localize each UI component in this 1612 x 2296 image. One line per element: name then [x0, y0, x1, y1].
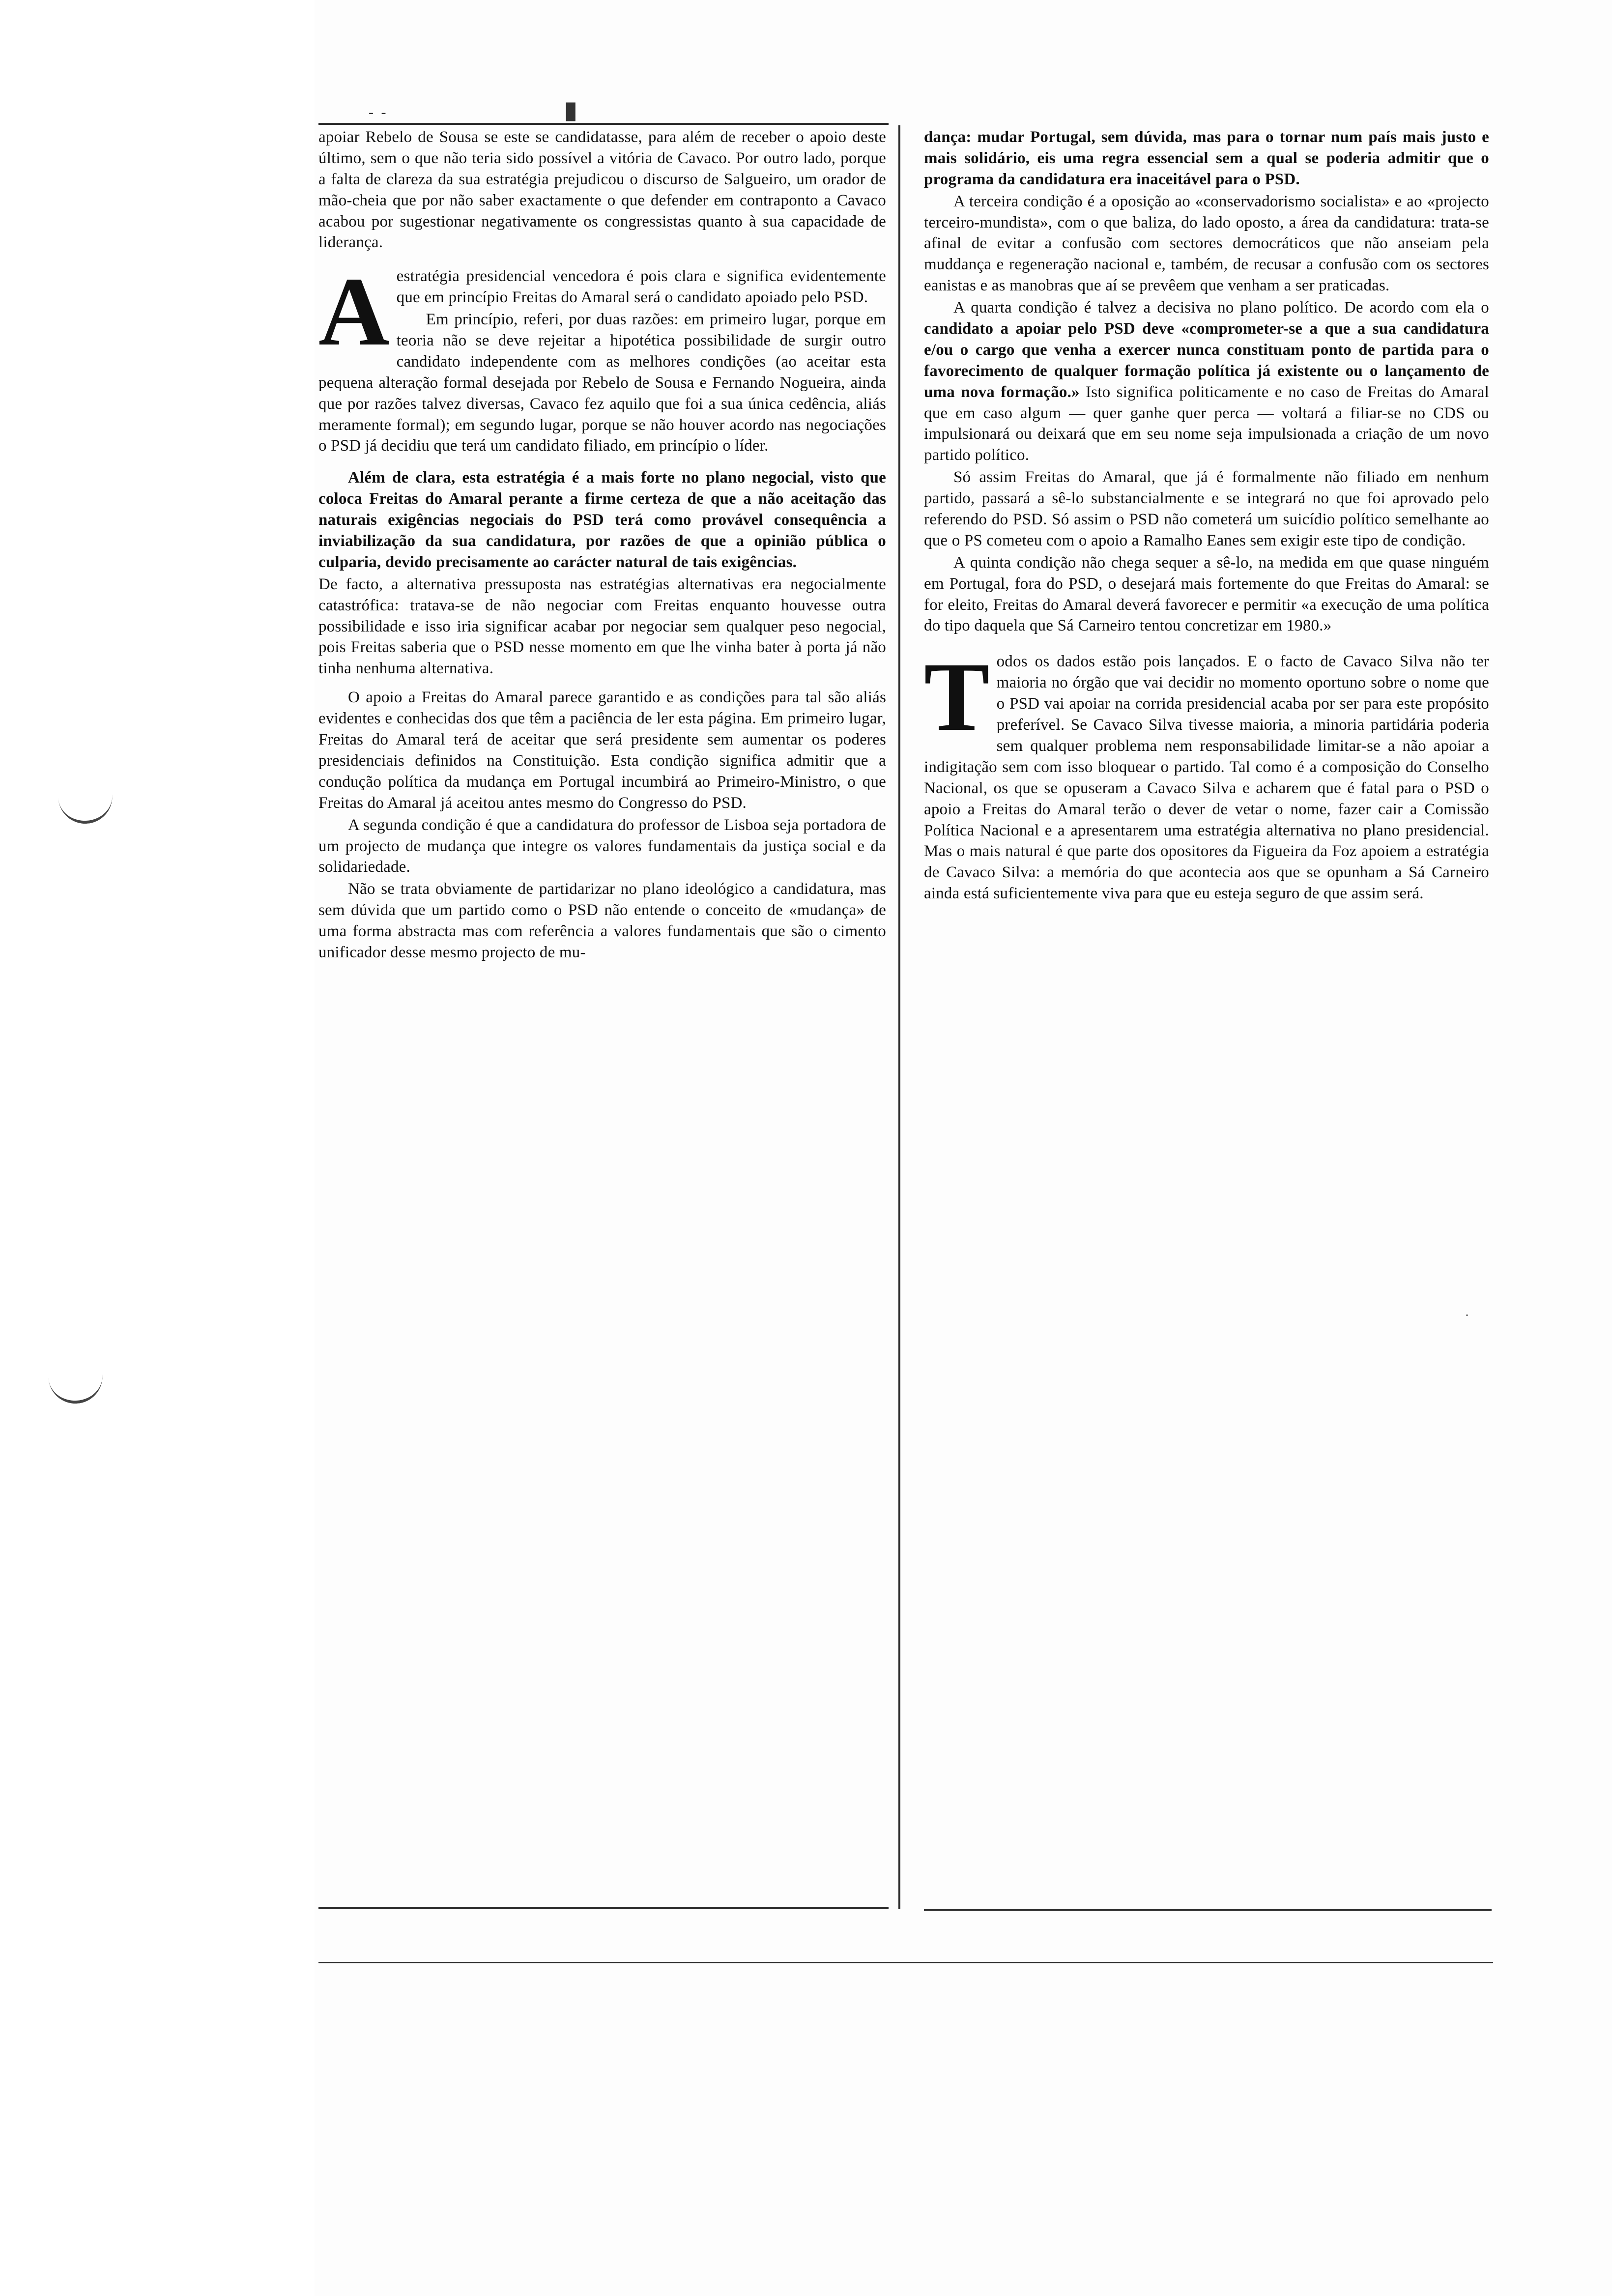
paragraph-r6-dropcap	[924, 643, 1489, 904]
paragraph-r6-text: odos os dados estão pois lançados. E o facto de Cavaco Silva não ter maioria no órgão que vai decidir no momento oportuno sobre o nome que o PSD vai apoiar na corrida presidencial acaba por ser para este propósito preferível. Se Cavaco Silva tivesse maioria, a minoria partidária poderia sem qualquer problema nem responsabilidade limitar-se a não apoiar a indigitação sem com isso bloquear o partido. Tal como é a composição do Conselho Nacional, os que se opuseram a Cavaco Silva e acharem que é fatal para o PSD o apoio a Freitas do Amaral terão o dever de vetar o nome, fazer cair a Comissão Política Nacional e a apresentarem uma estratégia alternativa no plano presidencial. Mas o mais natural é que parte dos opositores da Figueira da Foz apoiem a estratégia de Cavaco Silva: a memória do que acontecia aos que se opunham a Sá Carneiro ainda está suficientemente viva para que eu esteja seguro de que assim será.	[924, 653, 1489, 903]
paragraph-l3: Em princípio, referi, por duas razões: em primeiro lugar, porque em teoria não se deve rejeitar a hipotética possibilidade de surgir outro candidato independente com as melhores condições (ao aceitar esta pequena alteração formal desejada por Rebelo de Sousa e Fernando Nogueira, ainda que por razões talvez diversas, Cavaco fez aquilo que foi a sua única cedência, aliás meramente formal); em segundo lugar, porque se não houver acordo nas negociações o PSD já decidiu que terá um candidato filiado, em princípio o líder.	[318, 311, 886, 455]
article-column-right	[924, 127, 1489, 904]
column-divider-rule	[898, 125, 900, 1909]
page-margin-left	[0, 0, 315, 2296]
stray-mark-tick: ▮	[564, 97, 577, 123]
paragraph-r5: A quinta condição não chega sequer a sê-lo, na medida em que quase ninguém em Portugal, fora do PSD, o desejará mais fortemente do que Freitas do Amaral: se for eleito, Freitas do Amaral deverá favorecer e permitir «a execução de uma política do tipo daquela que Sá Carneiro tentou concretizar em 1980.»	[924, 553, 1489, 635]
paragraph-r1-bold: dança: mudar Portugal, sem dúvida, mas para o tornar num país mais justo e mais solidário, eis uma regra essencial sem a qual se poderia admitir que o programa da candidatura era inaceitável para o PSD.	[924, 128, 1489, 188]
dropcap-letter-a: A	[318, 258, 390, 367]
rule-bottom-right	[924, 1909, 1492, 1911]
paragraph-r3-plain-1: A quarta condição é talvez a decisiva no plano político. De acordo com ela o	[953, 299, 1489, 317]
rule-top-left	[318, 123, 889, 125]
paragraph-l2-dropcap	[318, 258, 886, 367]
paragraph-l7: A segunda condição é que a candidatura do professor de Lisboa seja portadora de um projecto de mudança que integre os valores fundamentais da justiça social e da solidariedade.	[318, 816, 886, 876]
dropcap-letter-t: T	[924, 643, 990, 752]
paragraph-l2-text: estratégia presidencial vencedora é pois clara e significa evidentemente que em princípio Freitas do Amaral será o candidato apoiado pelo PSD.	[396, 267, 886, 307]
article-column-left	[318, 127, 886, 963]
paragraph-r2: A terceira condição é a oposição ao «conservadorismo socialista» e ao «projecto terceiro-mundista», com o que baliza, do lado oposto, a área da candidatura: trata-se afinal de evitar a confusão com sectores democráticos que não anseiam pela muddança e regeneração nacional e, também, de recusar a confusão com os sectores eanistas e as manobras que aí se prevêem que venham a ser praticadas.	[924, 192, 1489, 295]
paragraph-l5: De facto, a alternativa pressuposta nas estratégias alternativas era negocialmente catastrófica: tratava-se de não negociar com Freitas enquanto houvesse outra possibilidade e isso iria significar acabar por negociar sem qualquer peso negocial, pois Freitas saberia que o PSD nesse momento em que lhe vinha bater à porta já não tinha nenhuma alternativa.	[318, 575, 886, 678]
stray-mark-dashes: - -	[369, 104, 388, 120]
paragraph-r4: Só assim Freitas do Amaral, que já é formalmente não filiado em nenhum partido, passará a sê-lo substancialmente e se integrará no que foi aprovado pelo referendo do PSD. Só assim o PSD não cometerá um suicídio político semelhante ao que o PS cometeu com o apoio a Ramalho Eanes sem exigir este tipo de condição.	[924, 468, 1489, 549]
paragraph-r3	[924, 297, 1489, 466]
paragraph-r3-plain-2: Isto significa politicamente e no caso de Freitas do Amaral que em caso algum — quer ganhe quer perca — voltará a filiar-se no CDS ou impulsionará ou deixará que em seu nome seja impulsionada a criação de um novo partido político.	[924, 383, 1489, 464]
rule-footer	[318, 1962, 1493, 1963]
paragraph-l8: Não se trata obviamente de partidarizar no plano ideológico a candidatura, mas sem dúvida que um partido como o PSD não entende o conceito de «mudança» de uma forma abstracta mas com referência a valores fundamentais que são o cimento unificador desse mesmo projecto de mu-	[318, 880, 886, 961]
stray-mark-right: ·	[1465, 1307, 1469, 1323]
paragraph-l1: apoiar Rebelo de Sousa se este se candidatasse, para além de receber o apoio deste último, sem o que não teria sido possível a vitória de Cavaco. Por outro lado, porque a falta de clareza da sua estratégia prejudicou o discurso de Salgueiro, um orador de mão-cheia que por não saber exactamente o que defender em contraponto a Cavaco acabou por sugestionar negativamente os congressistas quanto à sua capacidade de liderança.	[318, 128, 886, 252]
paragraph-r3-bold: candidato a apoiar pelo PSD deve «comprometer-se a que a sua candidatura e/ou o cargo que venha a exercer nunca constituam ponto de partida para o favorecimento de qualquer formação política já existente ou o lançamento de uma nova formação.»	[924, 320, 1489, 401]
paragraph-l6: O apoio a Freitas do Amaral parece garantido e as condições para tal são aliás evidentes e conhecidas dos que têm a paciência de ler esta página. Em primeiro lugar, Freitas do Amaral terá de aceitar que será presidente sem aumentar os poderes presidenciais definidos na Constituição. Esta condição significa admitir que a condução política da mudança em Portugal incumbirá ao Primeiro-Ministro, o que Freitas do Amaral já aceitou antes mesmo do Congresso do PSD.	[318, 689, 886, 812]
paragraph-l4-bold: Além de clara, esta estratégia é a mais forte no plano negocial, visto que coloca Freitas do Amaral perante a firme certeza de que a não aceitação das naturais exigências negociais do PSD terá como provável consequência a inviabilização da sua candidatura, por razões de que a opinião pública o culparia, devido precisamente ao carácter natural de tais exigências.	[318, 469, 886, 571]
rule-bottom-left	[318, 1907, 889, 1909]
